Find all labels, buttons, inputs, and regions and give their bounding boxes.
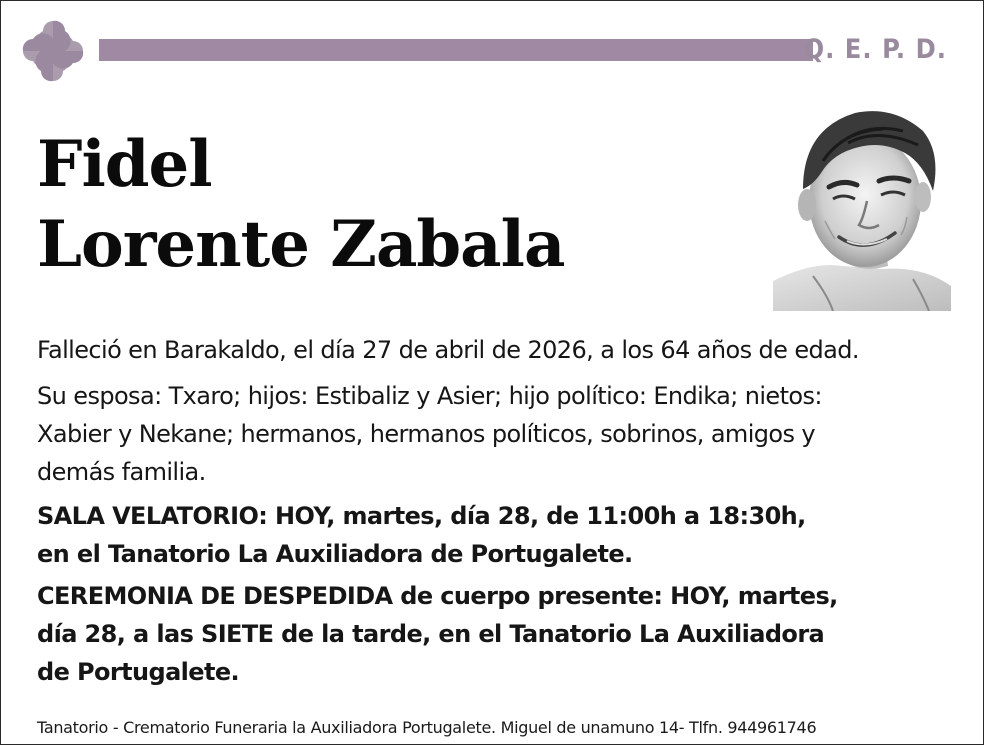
surnames: Lorente Zabala — [37, 207, 565, 282]
wake-line: en el Tanatorio La Auxiliadora de Portugalete. — [37, 540, 633, 568]
wake-room-info — [37, 497, 947, 573]
lauburu-icon — [15, 13, 91, 89]
notice-body — [37, 331, 947, 691]
ceremony-line: día 28, a las SIETE de la tarde, en el Tanatorio La Auxiliadora — [37, 620, 825, 648]
deceased-name — [37, 125, 564, 285]
family-line: Xabier y Nekane; hermanos, hermanos políticos, sobrinos, amigos y — [37, 420, 816, 448]
death-statement: Falleció en Barakaldo, el día 27 de abril de 2026, a los 64 años de edad. — [37, 336, 859, 364]
first-name: Fidel — [37, 127, 212, 202]
family-line: demás familia. — [37, 458, 206, 486]
ceremony-info — [37, 577, 947, 691]
ceremony-line: de Portugalete. — [37, 658, 240, 686]
portrait-photo — [773, 101, 951, 311]
ceremony-line: CEREMONIA DE DESPEDIDA de cuerpo presente: HOY, martes, — [37, 582, 838, 610]
qepd-label: Q. E. P. D. — [803, 34, 947, 65]
family-list — [37, 377, 947, 491]
funeral-home-footer: Tanatorio - Crematorio Funeraria la Auxiliadora Portugalete. Miguel de unamuno 14- Tlfn. 944961746 — [37, 718, 817, 737]
family-line: Su esposa: Txaro; hijos: Estibaliz y Asier; hijo político: Endika; nietos: — [37, 382, 822, 410]
header-rule — [99, 39, 813, 61]
wake-line: SALA VELATORIO: HOY, martes, día 28, de 11:00h a 18:30h, — [37, 502, 806, 530]
